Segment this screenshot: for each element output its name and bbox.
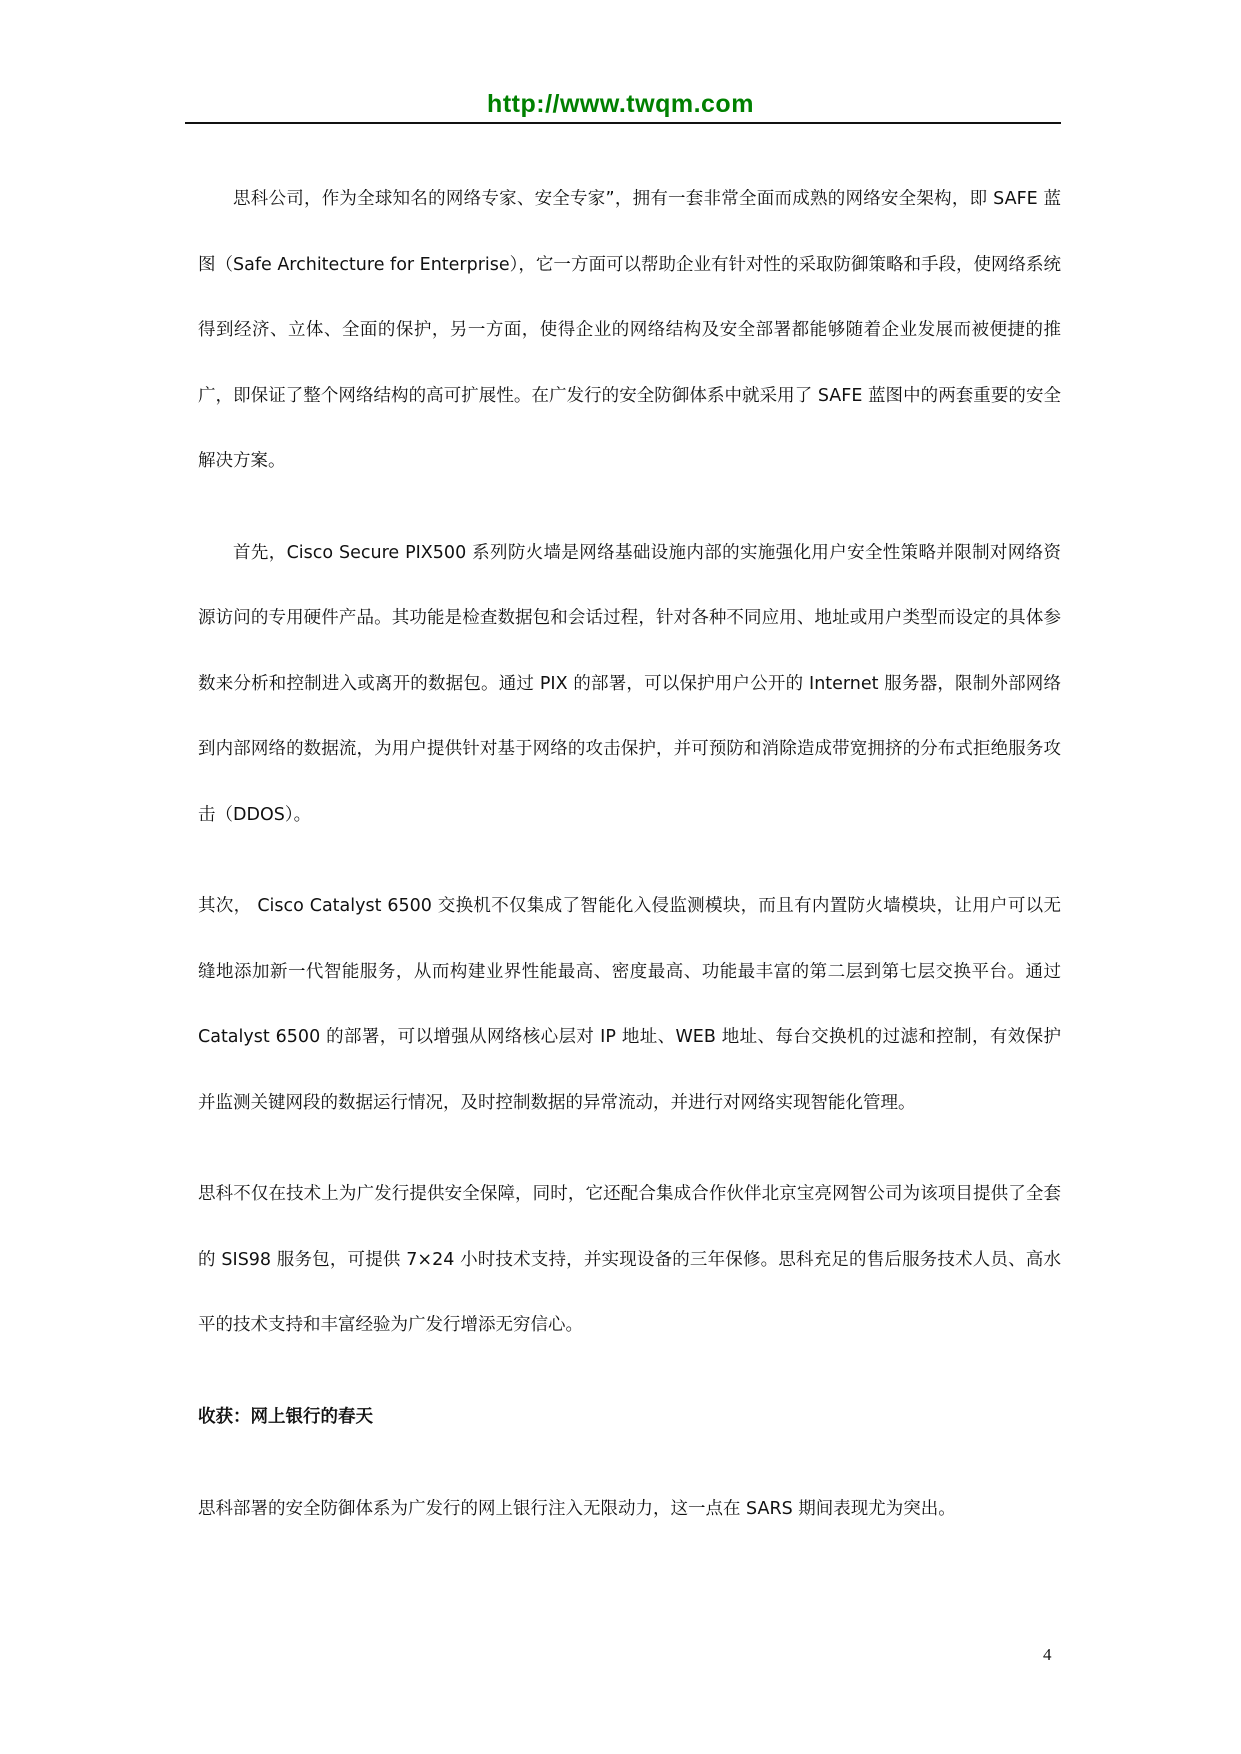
document-body — [198, 167, 1061, 1543]
paragraph-spacer — [198, 1359, 1061, 1385]
paragraph-spacer — [198, 1136, 1061, 1162]
header-url: http://www.twqm.com — [487, 90, 754, 118]
page-number: 4 — [1043, 1645, 1052, 1664]
paragraph-spacer — [198, 1450, 1061, 1477]
paragraph-spacer — [198, 848, 1061, 874]
paragraph-safe-architecture: 思科公司，作为全球知名的网络专家、安全专家”，拥有一套非常全面而成熟的网络安全架构，即 SAFE 蓝图（Safe Architecture for Enterprise），它一方面可以帮助企业有针对性的采取防御策略和手段，使网络系统得到经济、立体、全面的保护，另一方面，使得企业的网络结构及安全部署都能够随着企业发展而被便捷的推广，即保证了整个网络结构的高可扩展性。在广发行的安全防御体系中就采用了 SAFE 蓝图中的两套重要的安全解决方案。 — [198, 189, 1061, 471]
paragraph-pix-firewall: 首先，Cisco Secure PIX500 系列防火墙是网络基础设施内部的实施强化用户安全性策略并限制对网络资源访问的专用硬件产品。其功能是检查数据包和会话过程，针对各种不同应用、地址或用户类型而设定的具体参数来分析和控制进入或离开的数据包。通过 PIX 的部署，可以保护用户公开的 Internet 服务器，限制外部网络到内部网络的数据流，为用户提供针对基于网络的攻击保护，并可预防和消除造成带宽拥挤的分布式拒绝服务攻击（DDOS）。 — [198, 542, 1061, 825]
header-rule — [185, 122, 1061, 124]
section-heading: 收获：网上银行的春天 — [198, 1406, 373, 1427]
paragraph-closing: 思科部署的安全防御体系为广发行的网上银行注入无限动力，这一点在 SARS 期间表现尤为突出。 — [198, 1499, 956, 1519]
paragraph-catalyst-switch: 其次， Cisco Catalyst 6500 交换机不仅集成了智能化入侵监测模块，而且有内置防火墙模块，让用户可以无缝地添加新一代智能服务，从而构建业界性能最高、密度最高、功能最丰富的第二层到第七层交换平台。通过 Catalyst 6500 的部署，可以增强从网络核心层对 IP 地址、WEB 地址、每台交换机的过滤和控制，有效保护并监测关键网段的数据运行情况，及时控制数据的异常流动，并进行对网络实现智能化管理。 — [198, 896, 1061, 1113]
paragraph-spacer — [198, 495, 1061, 521]
paragraph-service-support: 思科不仅在技术上为广发行提供安全保障，同时，它还配合集成合作伙伴北京宝亮网智公司为该项目提供了全套的 SIS98 服务包，可提供 7×24 小时技术支持，并实现设备的三年保修。思科充足的售后服务技术人员、高水平的技术支持和丰富经验为广发行增添无穷信心。 — [198, 1184, 1061, 1335]
